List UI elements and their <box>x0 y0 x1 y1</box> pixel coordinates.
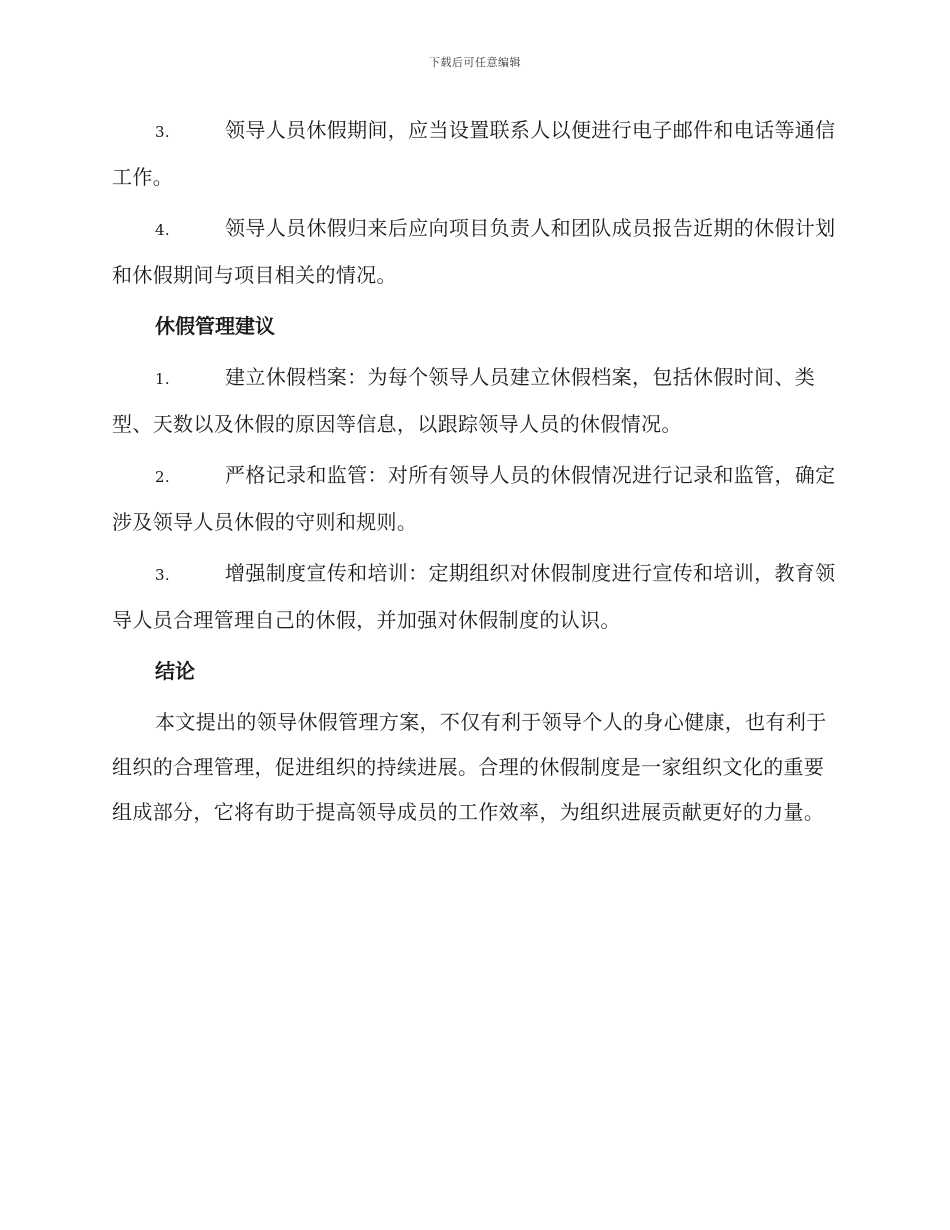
list-item-text: 领导人员休假归来后应向项目负责人和团队成员报告近期的休假计划和休假期间与项目相关的情况。 <box>112 216 836 287</box>
list-item <box>112 453 838 545</box>
list-number: 1. <box>155 370 171 388</box>
list-item <box>112 355 838 447</box>
list-number: 2. <box>155 468 171 486</box>
document-body <box>112 108 838 835</box>
list-item-text: 领导人员休假期间，应当设置联系人以便进行电子邮件和电话等通信工作。 <box>112 118 836 189</box>
page-header: 下载后可任意编辑 <box>429 56 521 69</box>
list-item-text: 建立休假档案：为每个领导人员建立休假档案，包括休假时间、类型、天数以及休假的原因等信息，以跟踪领导人员的休假情况。 <box>112 365 816 436</box>
section-heading-conclusion: 结论 <box>155 659 195 683</box>
list-number: 3. <box>155 566 171 584</box>
list-item-text: 严格记录和监管：对所有领导人员的休假情况进行记录和监管，确定涉及领导人员休假的守则和规则。 <box>112 463 836 534</box>
list-item <box>112 108 838 200</box>
list-item <box>112 206 838 298</box>
conclusion-paragraph: 本文提出的领导休假管理方案，不仅有利于领导个人的身心健康，也有利于组织的合理管理，促进组织的持续进展。合理的休假制度是一家组织文化的重要组成部分，它将有助于提高领导成员的工作效率，为组织进展贡献更好的力量。 <box>112 710 827 824</box>
list-number: 3. <box>155 123 171 141</box>
section-heading-suggestions: 休假管理建议 <box>155 314 275 338</box>
list-item-text: 增强制度宣传和培训：定期组织对休假制度进行宣传和培训，教育领导人员合理管理自己的休假，并加强对休假制度的认识。 <box>112 561 836 632</box>
list-number: 4. <box>155 221 171 239</box>
list-item <box>112 551 838 643</box>
